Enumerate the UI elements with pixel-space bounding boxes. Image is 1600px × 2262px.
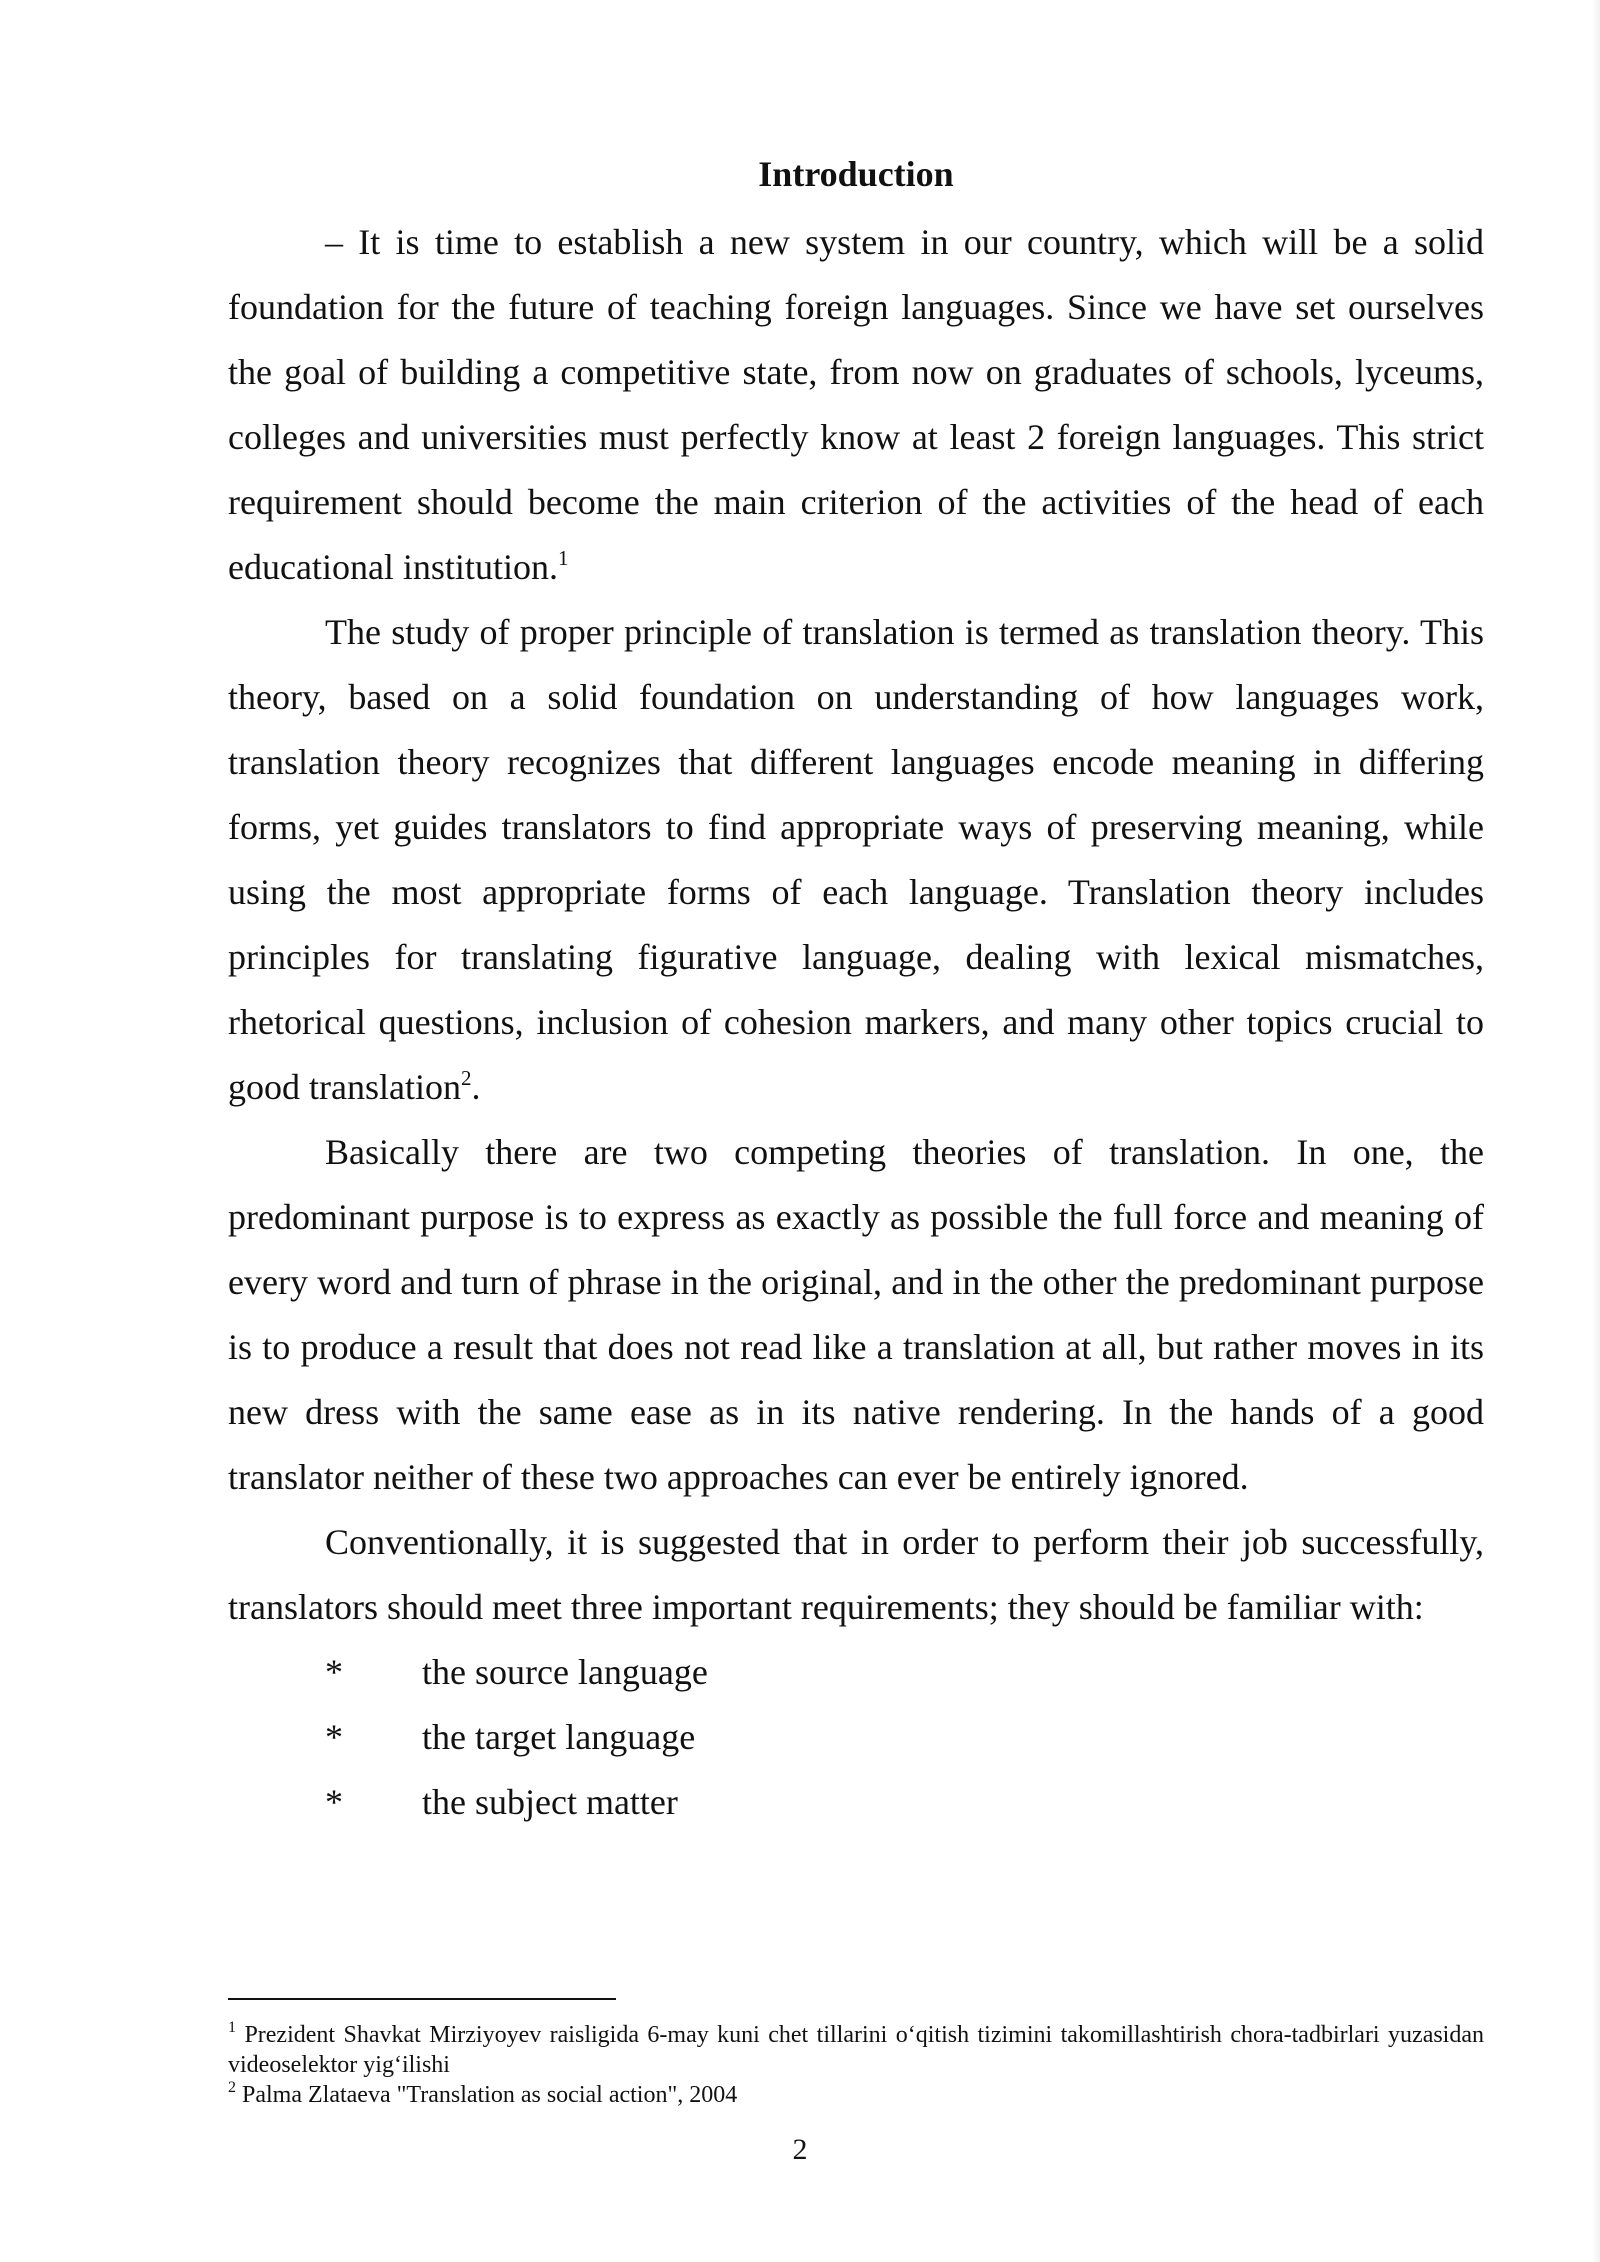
footnote-ref-2[interactable]: 2	[460, 1066, 472, 1090]
paragraph-4	[228, 1510, 1484, 1640]
list-item	[228, 1705, 1484, 1770]
bullet-marker: *	[325, 1652, 343, 1692]
footnote-text: Palma Zlataeva "Translation as social action", 2004	[242, 2082, 738, 2108]
paragraph-2-end: .	[471, 1067, 481, 1107]
requirements-list	[228, 1640, 1484, 1835]
paragraph-3	[228, 1120, 1484, 1510]
paragraph-2-text: The study of proper principle of translation is termed as translation theory. This theory, based on a solid foundation on understanding of how languages work, translation theory recognizes that different languages encode meaning in differing forms, yet guides translators to find appropriate ways of preserving meaning, while using the most appropriate forms of each language. Translation theory includes principles for translating figurative language, dealing with lexical mismatches, rhetorical questions, inclusion of cohesion markers, and many other topics crucial to good translation	[228, 612, 1484, 1107]
bullet-marker: *	[325, 1717, 343, 1757]
paragraph-1	[228, 210, 1484, 600]
page-title: Introduction	[758, 154, 954, 194]
footnote-number: 1	[228, 2019, 236, 2036]
bullet-marker: *	[325, 1782, 343, 1822]
footnote-separator	[228, 1998, 616, 2000]
page-number: 2	[792, 2133, 808, 2166]
list-item	[228, 1770, 1484, 1835]
paragraph-4-text: Conventionally, it is suggested that in order to perform their job successfully, translators should meet three important requirements; they should be familiar with:	[228, 1522, 1484, 1627]
footnote-ref-1[interactable]: 1	[557, 546, 569, 570]
footnote-text: Prezident Shavkat Mirziyoyev raisligida 6-may kuni chet tillarini o‘qitish tizimini takomillashtirish chora-tadbirlari yuzasidan videoselektor yig‘ilishi	[228, 2022, 1485, 2078]
page-edge-shadow	[1592, 0, 1600, 2262]
list-item	[228, 1640, 1484, 1705]
footnote-2	[228, 2080, 1484, 2110]
list-item-text: the target language	[422, 1717, 696, 1757]
body-text	[228, 210, 1484, 1835]
list-item-text: the subject matter	[422, 1782, 678, 1822]
footnote-1	[228, 2020, 1484, 2080]
paragraph-1-text: – It is time to establish a new system in our country, which will be a solid foundation for the future of teaching foreign languages. Since we have set ourselves the goal of building a competitive state, from now on graduates of schools, lyceums, colleges and universities must perfectly know at least 2 foreign languages. This strict requirement should become the main criterion of the activities of the head of each educational institution.	[228, 222, 1484, 587]
footnotes	[228, 1998, 1484, 2110]
list-item-text: the source language	[422, 1652, 708, 1692]
footnote-number: 2	[228, 2079, 236, 2096]
paragraph-3-text: Basically there are two competing theories of translation. In one, the predominant purpose is to express as exactly as possible the full force and meaning of every word and turn of phrase in the original, and in the other the predominant purpose is to produce a result that does not read like a translation at all, but rather moves in its new dress with the same ease as in its native rendering. In the hands of a good translator neither of these two approaches can ever be entirely ignored.	[228, 1132, 1484, 1497]
paragraph-2	[228, 600, 1484, 1120]
